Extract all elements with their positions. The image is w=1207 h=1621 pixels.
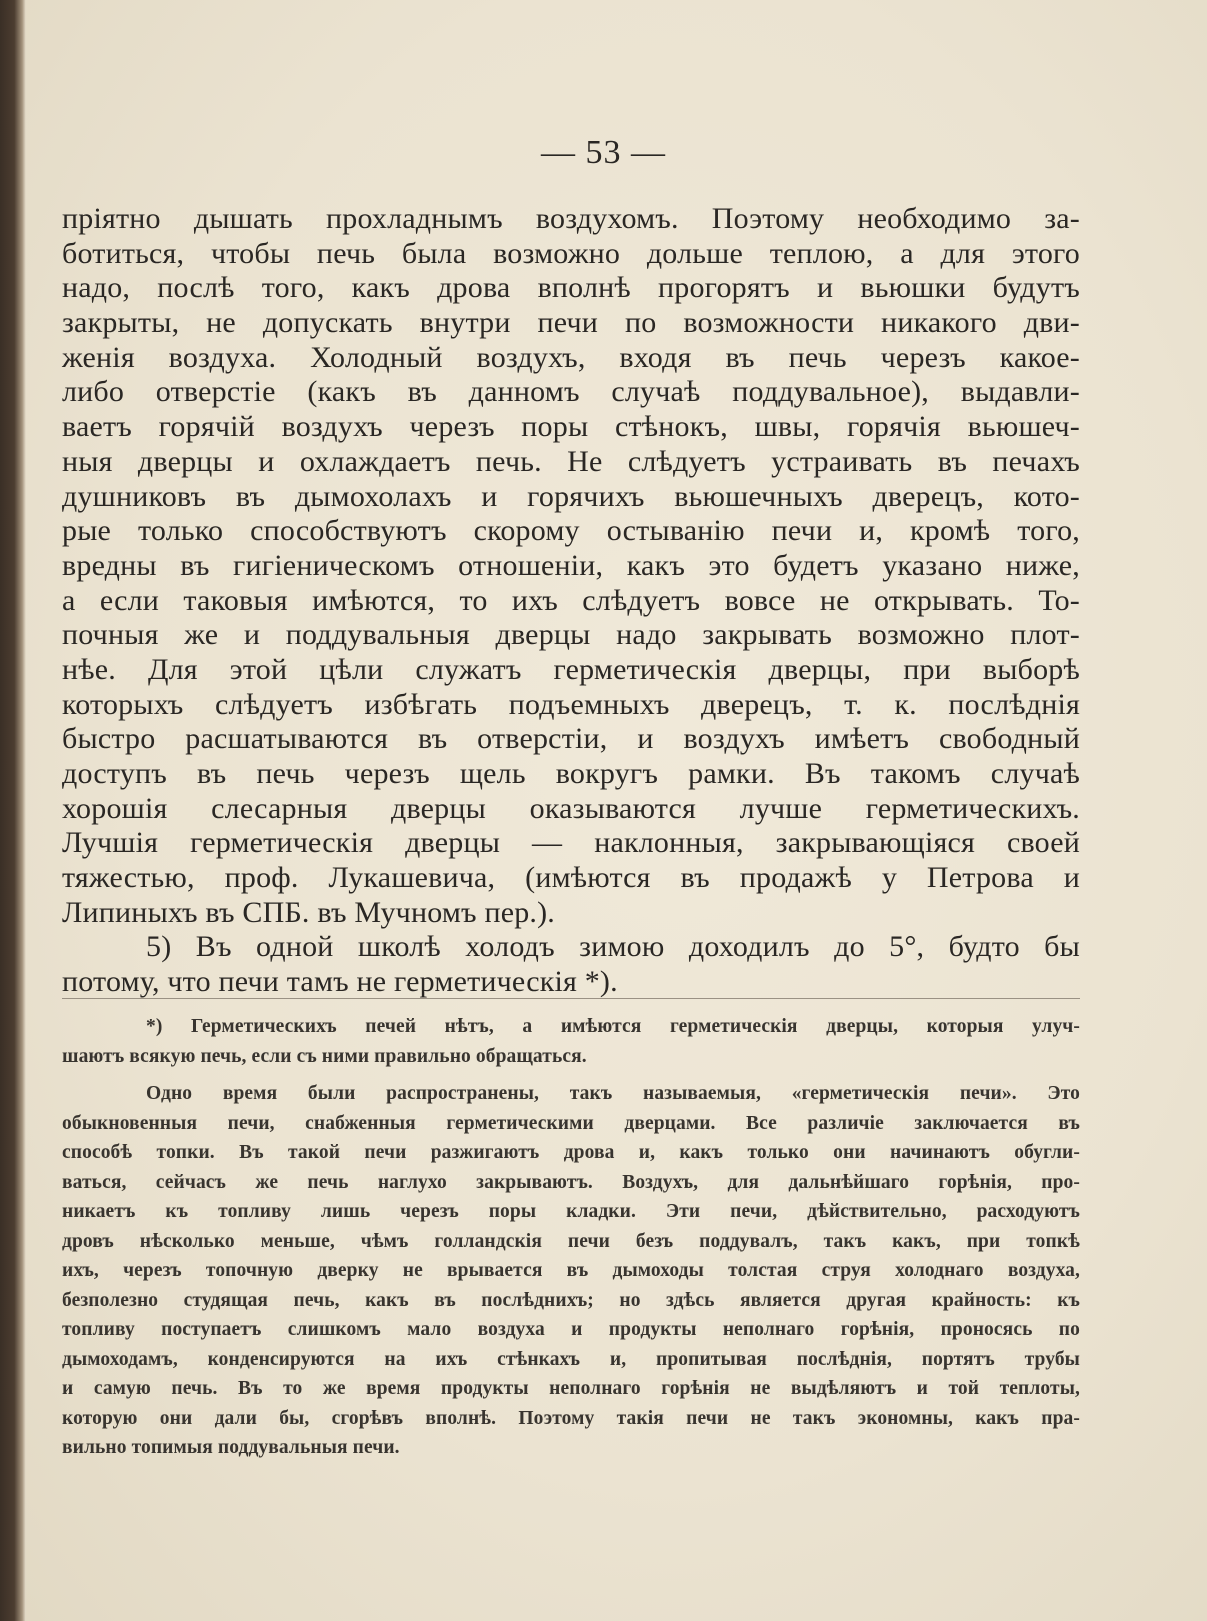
footnote-line: Одно время были распространены, такъ называемыя, «герметическія печи». Это xyxy=(146,1083,1080,1104)
footnote-line: обыкновенныя печи, снабженныя герметическими дверцами. Все различіе заключается въ xyxy=(62,1112,1080,1134)
scan-binding-edge xyxy=(0,0,26,1621)
text-line: доступъ въ печь черезъ щель вокругъ рамки. Въ такомъ случаѣ xyxy=(62,757,1080,790)
text-line: потому, что печи тамъ не герметическія *). xyxy=(62,965,618,999)
text-line: а если таковыя имѣются, то ихъ слѣдуетъ вовсе не открывать. То- xyxy=(62,583,1080,617)
footnote-line: способѣ топки. Въ такой печи разжигаютъ дрова и, какъ только они начинаютъ обугли- xyxy=(62,1142,1080,1163)
text-line: либо отверстіе (какъ въ данномъ случаѣ поддувальное), выдавли- xyxy=(62,375,1080,409)
text-line: ныя дверцы и охлаждаетъ печь. Не слѣдуетъ устраивать въ печахъ xyxy=(62,444,1080,478)
footnote-line: ваться, сейчасъ же печь наглухо закрываютъ. Воздухъ, для дальнѣйшаго горѣнія, про- xyxy=(62,1171,1080,1193)
text-line: Лучшія герметическія дверцы — наклонныя, закрывающіяся своей xyxy=(62,826,1080,860)
footnote-line: дровъ нѣсколько меньше, чѣмъ голландскія печи безъ поддувалъ, такъ какъ, при топкѣ xyxy=(62,1230,1080,1252)
footnote-line: дымоходамъ, конденсируются на ихъ стѣнкахъ и, пропитывая послѣднія, портятъ трубы xyxy=(62,1348,1080,1370)
footnote-line: *) Герметическихъ печей нѣтъ, а имѣются герметическія дверцы, которыя улуч- xyxy=(146,1016,1080,1037)
text-line: хорошія слесарныя дверцы оказываются лучше герметическихъ. xyxy=(62,791,1080,825)
text-line: пріятно дышать прохладнымъ воздухомъ. Поэтому необходимо за- xyxy=(62,202,1080,235)
text-line: ваетъ горячій воздухъ черезъ поры стѣнокъ, швы, горячія вьюшеч- xyxy=(62,410,1080,444)
text-line: которыхъ слѣдуетъ избѣгать подъемныхъ дверецъ, т. к. послѣднія xyxy=(62,687,1080,721)
footnote-gap xyxy=(62,1071,1080,1079)
footnote-separator xyxy=(62,998,1080,999)
footnote-line: топливу поступаетъ слишкомъ мало воздуха и продукты неполнаго горѣнія, проносясь по xyxy=(62,1319,1080,1340)
footnote-line: вильно топимыя поддувальныя печи. xyxy=(62,1437,400,1458)
text-line: 5) Въ одной школѣ холодъ зимою доходилъ до 5°, будто бы xyxy=(146,930,1080,964)
footnote-line: безполезно студящая печь, какъ въ послѣднихъ; но здѣсь является другая крайность: къ xyxy=(62,1289,1080,1311)
main-text-block xyxy=(62,202,1080,1000)
text-line: душниковъ въ дымохолахъ и горячихъ вьюшечныхъ дверецъ, кото- xyxy=(62,479,1080,513)
text-line: женія воздуха. Холодный воздухъ, входя въ печь черезъ какое- xyxy=(62,340,1080,374)
footnote-line: и самую печь. Въ то же время продукты неполнаго горѣнія не выдѣляютъ и той теплоты, xyxy=(62,1378,1080,1399)
text-line: тяжестью, проф. Лукашевича, (имѣются въ продажѣ у Петрова и xyxy=(62,861,1080,895)
text-line: почныя же и поддувальныя дверцы надо закрывать возможно плот- xyxy=(62,618,1080,652)
footnotes-block xyxy=(62,1012,1080,1463)
footnote-line: ихъ, черезъ топочную дверку не врывается въ дымоходы толстая струя холоднаго воздуха, xyxy=(62,1260,1080,1281)
text-line: вредны въ гигіеническомъ отношеніи, какъ это будетъ указано ниже, xyxy=(62,548,1080,582)
text-line: рые только способствуютъ скорому остыванію печи и, кромѣ того, xyxy=(62,514,1080,548)
text-line: надо, послѣ того, какъ дрова вполнѣ прогорятъ и вьюшки будутъ xyxy=(62,271,1080,305)
text-line: быстро расшатываются въ отверстіи, и воздухъ имѣетъ свободный xyxy=(62,722,1080,756)
text-line: закрыты, не допускать внутри печи по возможности никакого дви- xyxy=(62,306,1080,340)
text-line: нѣе. Для этой цѣли служатъ герметическія дверцы, при выборѣ xyxy=(62,652,1080,686)
text-line: ботиться, чтобы печь была возможно дольше теплою, а для этого xyxy=(62,236,1080,270)
footnote-line: шаютъ всякую печь, если съ ними правильно обращаться. xyxy=(62,1045,587,1067)
footnote-line: никаетъ къ топливу лишь черезъ поры кладки. Эти печи, дѣйствительно, расходуютъ xyxy=(62,1201,1080,1222)
page-number: — 53 — xyxy=(541,134,666,171)
text-line: Липиныхъ въ СПБ. въ Мучномъ пер.). xyxy=(62,895,556,929)
footnote-line: которую они дали бы, сгорѣвъ вполнѣ. Поэтому такія печи не такъ экономны, какъ пра- xyxy=(62,1407,1080,1429)
